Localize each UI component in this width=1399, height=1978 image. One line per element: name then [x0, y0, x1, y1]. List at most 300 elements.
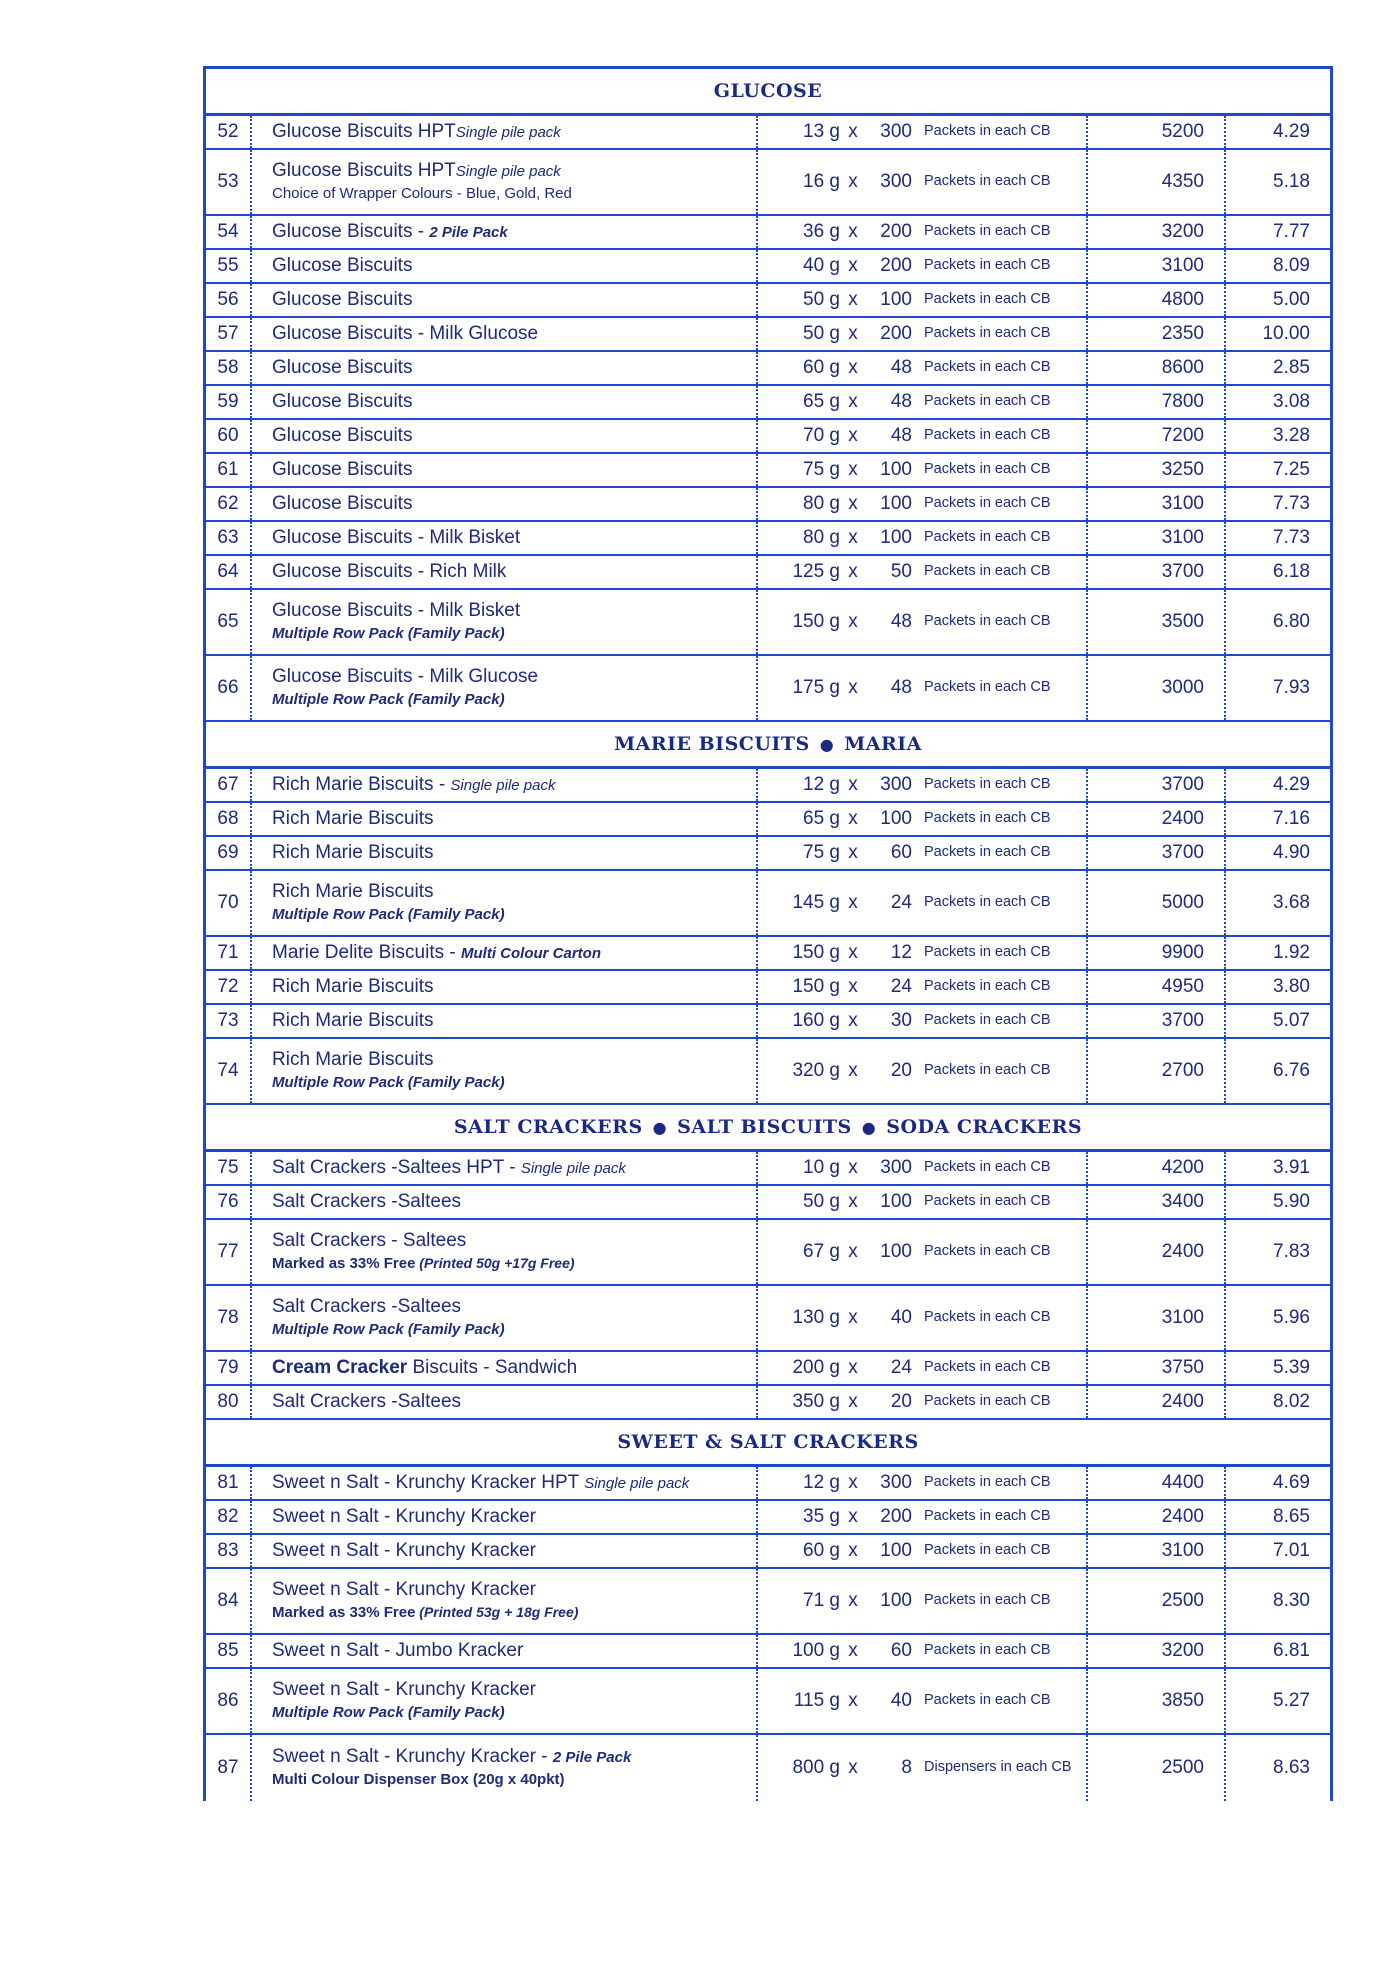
pack-count: 200 [880, 323, 912, 344]
item-price: 3.68 [1273, 892, 1310, 913]
pack-count: 48 [890, 425, 912, 446]
carton-quantity: 2700 [1088, 1039, 1226, 1103]
multiply-sign: x [848, 221, 858, 242]
section-title-part: SWEET & SALT CRACKERS [617, 1431, 919, 1453]
packing-unit: Packets in each CB [924, 250, 1088, 282]
table-row [206, 116, 1330, 150]
item-name-text: Sweet n Salt - Krunchy Kracker HPT [272, 1472, 585, 1494]
item-description [252, 971, 758, 1003]
packing-unit: Packets in each CB [924, 454, 1088, 486]
weight-grams: 50 g [803, 323, 840, 344]
packing-unit: Packets in each CB [924, 1669, 1088, 1733]
carton-quantity: 3100 [1088, 1535, 1226, 1567]
section-title-part: SALT BISCUITS [677, 1116, 852, 1138]
item-price: 5.18 [1273, 171, 1310, 192]
price-list-table [203, 66, 1333, 1801]
item-weight [758, 318, 924, 350]
item-weight [758, 1220, 924, 1284]
item-price: 8.09 [1273, 255, 1310, 276]
carton-quantity: 3750 [1088, 1352, 1226, 1384]
table-row [206, 937, 1330, 971]
item-price: 7.16 [1273, 808, 1310, 829]
item-description [252, 769, 758, 801]
item-description [252, 937, 758, 969]
multiply-sign: x [848, 774, 858, 795]
item-name [272, 1472, 689, 1494]
multiply-sign: x [848, 459, 858, 480]
item-price: 3.80 [1273, 976, 1310, 997]
item-number: 80 [206, 1386, 252, 1418]
pack-count: 300 [880, 1157, 912, 1178]
item-name [272, 1191, 461, 1213]
bullet-separator: ● [861, 1117, 877, 1137]
item-name-bold: Cream Cracker [272, 1357, 408, 1379]
item-name-text: Salt Crackers -Saltees [272, 1191, 462, 1213]
multiply-sign: x [848, 493, 858, 514]
item-weight [758, 556, 924, 588]
item-name [272, 289, 412, 311]
item-number: 84 [206, 1569, 252, 1633]
item-pack-note: Single pile pack [455, 124, 561, 142]
item-number: 65 [206, 590, 252, 654]
packing-unit: Packets in each CB [924, 1186, 1088, 1218]
item-name [272, 666, 538, 688]
multiply-sign: x [848, 611, 858, 632]
pack-count: 300 [880, 171, 912, 192]
item-number: 59 [206, 386, 252, 418]
table-row [206, 1501, 1330, 1535]
carton-quantity: 3700 [1088, 556, 1226, 588]
item-number: 82 [206, 1501, 252, 1533]
item-description [252, 1467, 758, 1499]
pack-count: 200 [880, 1506, 912, 1527]
item-weight [758, 1501, 924, 1533]
carton-quantity: 2400 [1088, 1220, 1226, 1284]
pack-count: 100 [880, 1241, 912, 1262]
multiply-sign: x [848, 1060, 858, 1081]
multiply-sign: x [848, 842, 858, 863]
packing-unit: Packets in each CB [924, 590, 1088, 654]
item-weight [758, 803, 924, 835]
item-name-text: Glucose Biscuits - Milk Bisket [272, 527, 521, 549]
pack-count: 48 [890, 391, 912, 412]
item-promo [272, 1603, 578, 1623]
weight-grams: 16 g [803, 171, 840, 192]
item-number: 77 [206, 1220, 252, 1284]
multiply-sign: x [848, 942, 858, 963]
item-weight [758, 1039, 924, 1103]
item-number: 72 [206, 971, 252, 1003]
item-weight [758, 1635, 924, 1667]
pack-count: 100 [880, 1540, 912, 1561]
pack-count: 60 [890, 1640, 912, 1661]
item-name [272, 561, 506, 583]
item-number: 76 [206, 1186, 252, 1218]
multiply-sign: x [848, 121, 858, 142]
pack-count: 100 [880, 527, 912, 548]
pack-count: 60 [890, 842, 912, 863]
weight-grams: 320 g [792, 1060, 840, 1081]
item-description [252, 1220, 758, 1284]
carton-quantity: 4400 [1088, 1467, 1226, 1499]
pack-count: 100 [880, 289, 912, 310]
pack-count: 20 [890, 1060, 912, 1081]
item-name [272, 1746, 631, 1768]
item-number: 74 [206, 1039, 252, 1103]
pack-count: 200 [880, 255, 912, 276]
item-price: 5.39 [1273, 1357, 1310, 1378]
item-name-text: Biscuits - Sandwich [407, 1357, 578, 1379]
section-header [206, 69, 1330, 116]
item-name-text: Glucose Biscuits - [272, 221, 430, 243]
item-name-text: Rich Marie Biscuits [272, 808, 434, 830]
packing-unit: Packets in each CB [924, 284, 1088, 316]
item-name [272, 976, 434, 998]
carton-quantity: 3000 [1088, 656, 1226, 720]
carton-quantity: 3200 [1088, 216, 1226, 248]
item-number: 73 [206, 1005, 252, 1037]
section-title-part: GLUCOSE [713, 80, 823, 102]
item-pack-note-bold: Multi Colour Carton [461, 945, 601, 963]
item-description [252, 803, 758, 835]
carton-quantity: 2400 [1088, 1501, 1226, 1533]
weight-grams: 160 g [792, 1010, 840, 1031]
bullet-separator: ● [652, 1117, 668, 1137]
item-weight [758, 488, 924, 520]
item-name-text: Marie Delite Biscuits - [272, 942, 461, 964]
item-price: 10.00 [1262, 323, 1310, 344]
item-name-text: Glucose Biscuits [272, 493, 413, 515]
multiply-sign: x [848, 677, 858, 698]
item-price: 1.92 [1273, 942, 1310, 963]
carton-quantity: 3100 [1088, 488, 1226, 520]
pack-count: 40 [890, 1307, 912, 1328]
weight-grams: 65 g [803, 391, 840, 412]
pack-count: 30 [890, 1010, 912, 1031]
item-name [272, 1579, 536, 1601]
item-name-text: Rich Marie Biscuits [272, 976, 434, 998]
item-number: 56 [206, 284, 252, 316]
item-promo [272, 1254, 575, 1274]
item-price: 4.69 [1273, 1472, 1310, 1493]
item-name [272, 121, 561, 143]
multiply-sign: x [848, 391, 858, 412]
multiply-sign: x [848, 527, 858, 548]
multiply-sign: x [848, 171, 858, 192]
item-weight [758, 1669, 924, 1733]
weight-grams: 50 g [803, 289, 840, 310]
item-price: 5.00 [1273, 289, 1310, 310]
item-description [252, 1635, 758, 1667]
item-subtitle: Multiple Row Pack (Family Pack) [272, 625, 505, 643]
item-description [252, 556, 758, 588]
item-name [272, 459, 412, 481]
item-price: 5.27 [1273, 1690, 1310, 1711]
carton-quantity: 9900 [1088, 937, 1226, 969]
item-weight [758, 1386, 924, 1418]
multiply-sign: x [848, 1391, 858, 1412]
item-description [252, 656, 758, 720]
item-name [272, 1049, 434, 1071]
item-number: 87 [206, 1735, 252, 1801]
item-weight [758, 937, 924, 969]
item-weight [758, 1535, 924, 1567]
item-description [252, 284, 758, 316]
item-number: 57 [206, 318, 252, 350]
carton-quantity: 3100 [1088, 1286, 1226, 1350]
pack-count: 40 [890, 1690, 912, 1711]
item-price: 6.76 [1273, 1060, 1310, 1081]
item-promo-detail: (Printed 50g +17g Free) [415, 1255, 575, 1272]
carton-quantity: 3250 [1088, 454, 1226, 486]
item-price: 8.63 [1273, 1757, 1310, 1778]
pack-count: 100 [880, 808, 912, 829]
pack-count: 12 [890, 942, 912, 963]
table-row [206, 284, 1330, 318]
packing-unit: Packets in each CB [924, 1286, 1088, 1350]
item-name [272, 942, 601, 964]
item-weight [758, 116, 924, 148]
carton-quantity: 7200 [1088, 420, 1226, 452]
item-pack-note-bold: 2 Pile Pack [552, 1749, 632, 1767]
item-number: 68 [206, 803, 252, 835]
packing-unit: Packets in each CB [924, 1569, 1088, 1633]
item-name [272, 1640, 523, 1662]
packing-unit: Packets in each CB [924, 803, 1088, 835]
carton-quantity: 3500 [1088, 590, 1226, 654]
multiply-sign: x [848, 808, 858, 829]
packing-unit: Packets in each CB [924, 937, 1088, 969]
item-name [272, 1391, 461, 1413]
item-description [252, 1152, 758, 1184]
item-name [272, 493, 412, 515]
weight-grams: 350 g [792, 1391, 840, 1412]
pack-count: 100 [880, 1191, 912, 1212]
item-number: 78 [206, 1286, 252, 1350]
pack-count: 8 [901, 1757, 912, 1778]
item-name [272, 160, 561, 182]
carton-quantity: 3100 [1088, 250, 1226, 282]
multiply-sign: x [848, 892, 858, 913]
carton-quantity: 2500 [1088, 1569, 1226, 1633]
item-number: 85 [206, 1635, 252, 1667]
item-weight [758, 590, 924, 654]
item-weight [758, 150, 924, 214]
table-row [206, 454, 1330, 488]
item-description [252, 1286, 758, 1350]
section-title-part: MARIE BISCUITS [614, 733, 810, 755]
table-row [206, 488, 1330, 522]
item-weight [758, 284, 924, 316]
weight-grams: 36 g [803, 221, 840, 242]
table-row [206, 769, 1330, 803]
packing-unit: Packets in each CB [924, 871, 1088, 935]
packing-unit: Packets in each CB [924, 352, 1088, 384]
item-name-text: Glucose Biscuits HPT [272, 121, 456, 143]
item-weight [758, 1467, 924, 1499]
item-pack-note: Single pile pack [584, 1475, 690, 1493]
item-name-text: Sweet n Salt - Krunchy Kracker [272, 1506, 536, 1528]
item-weight [758, 454, 924, 486]
table-row [206, 1352, 1330, 1386]
item-name [272, 1679, 536, 1701]
item-price: 6.81 [1273, 1640, 1310, 1661]
item-description [252, 1735, 758, 1801]
carton-quantity: 3100 [1088, 522, 1226, 554]
item-name [272, 527, 520, 549]
item-name [272, 600, 520, 622]
item-name [272, 323, 538, 345]
item-weight [758, 1569, 924, 1633]
item-pack-note: Single pile pack [520, 1160, 626, 1178]
item-name [272, 255, 412, 277]
item-price: 4.29 [1273, 121, 1310, 142]
item-name-text: Rich Marie Biscuits - [272, 774, 451, 796]
carton-quantity: 3700 [1088, 769, 1226, 801]
item-name-text: Rich Marie Biscuits [272, 842, 434, 864]
carton-quantity: 3700 [1088, 837, 1226, 869]
item-price: 7.77 [1273, 221, 1310, 242]
packing-unit: Packets in each CB [924, 216, 1088, 248]
weight-grams: 80 g [803, 493, 840, 514]
item-price: 5.96 [1273, 1307, 1310, 1328]
pack-count: 48 [890, 357, 912, 378]
table-row [206, 1005, 1330, 1039]
multiply-sign: x [848, 255, 858, 276]
item-weight [758, 1286, 924, 1350]
packing-unit: Packets in each CB [924, 522, 1088, 554]
table-row [206, 1286, 1330, 1352]
pack-count: 24 [890, 892, 912, 913]
item-name-text: Salt Crackers -Saltees [272, 1296, 462, 1318]
item-number: 79 [206, 1352, 252, 1384]
table-row [206, 216, 1330, 250]
item-description [252, 420, 758, 452]
item-promo-detail: (Printed 53g + 18g Free) [415, 1604, 579, 1621]
item-price: 3.28 [1273, 425, 1310, 446]
weight-grams: 125 g [792, 561, 840, 582]
carton-quantity: 3700 [1088, 1005, 1226, 1037]
item-weight [758, 1352, 924, 1384]
table-row [206, 1735, 1330, 1801]
item-description [252, 488, 758, 520]
item-price: 5.90 [1273, 1191, 1310, 1212]
section-title-part: SALT CRACKERS [453, 1116, 643, 1138]
pack-count: 300 [880, 121, 912, 142]
item-number: 71 [206, 937, 252, 969]
item-price: 8.30 [1273, 1590, 1310, 1611]
item-weight [758, 1735, 924, 1801]
weight-grams: 80 g [803, 527, 840, 548]
item-name [272, 881, 434, 903]
table-row [206, 1467, 1330, 1501]
item-name [272, 774, 556, 796]
item-description [252, 454, 758, 486]
multiply-sign: x [848, 1506, 858, 1527]
item-description [252, 352, 758, 384]
weight-grams: 12 g [803, 774, 840, 795]
weight-grams: 100 g [792, 1640, 840, 1661]
item-subtitle: Multiple Row Pack (Family Pack) [272, 691, 505, 709]
pack-count: 48 [890, 611, 912, 632]
weight-grams: 115 g [793, 1690, 840, 1711]
item-description [252, 216, 758, 248]
multiply-sign: x [848, 1191, 858, 1212]
pack-count: 300 [880, 774, 912, 795]
item-number: 83 [206, 1535, 252, 1567]
item-number: 70 [206, 871, 252, 935]
packing-unit: Packets in each CB [924, 656, 1088, 720]
section-header [206, 722, 1330, 769]
carton-quantity: 5000 [1088, 871, 1226, 935]
item-name [272, 1296, 461, 1318]
item-promo-bold: Multi Colour Dispenser Box (20g x 40pkt) [272, 1771, 565, 1789]
packing-unit: Packets in each CB [924, 150, 1088, 214]
multiply-sign: x [848, 1540, 858, 1561]
item-name-text: Glucose Biscuits - Milk Glucose [272, 666, 539, 688]
item-subtitle: Multiple Row Pack (Family Pack) [272, 1321, 505, 1339]
item-promo [272, 1770, 565, 1790]
item-name [272, 1540, 536, 1562]
pack-count: 24 [890, 1357, 912, 1378]
item-name [272, 1010, 434, 1032]
item-number: 61 [206, 454, 252, 486]
table-row [206, 1669, 1330, 1735]
item-pack-note: Single pile pack [455, 163, 561, 181]
item-number: 67 [206, 769, 252, 801]
item-price: 6.18 [1273, 561, 1310, 582]
packing-unit: Packets in each CB [924, 837, 1088, 869]
item-name-text: Salt Crackers - Saltees [272, 1230, 467, 1252]
item-name [272, 808, 434, 830]
item-description [252, 386, 758, 418]
item-name-text: Glucose Biscuits [272, 425, 413, 447]
table-row [206, 1535, 1330, 1569]
carton-quantity: 4350 [1088, 150, 1226, 214]
carton-quantity: 2400 [1088, 803, 1226, 835]
item-name-text: Rich Marie Biscuits [272, 1049, 434, 1071]
item-number: 58 [206, 352, 252, 384]
item-name-text: Glucose Biscuits - Rich Milk [272, 561, 507, 583]
table-row [206, 420, 1330, 454]
item-name-text: Glucose Biscuits [272, 459, 413, 481]
item-description [252, 1501, 758, 1533]
item-description [252, 1005, 758, 1037]
table-row [206, 318, 1330, 352]
item-description [252, 1569, 758, 1633]
pack-count: 100 [880, 459, 912, 480]
weight-grams: 150 g [792, 976, 840, 997]
item-name [272, 1157, 626, 1179]
item-description [252, 150, 758, 214]
table-row [206, 1039, 1330, 1105]
item-name [272, 221, 508, 243]
multiply-sign: x [848, 1590, 858, 1611]
item-price: 3.08 [1273, 391, 1310, 412]
weight-grams: 75 g [803, 842, 840, 863]
table-row [206, 837, 1330, 871]
weight-grams: 800 g [792, 1757, 840, 1778]
item-price: 7.25 [1273, 459, 1310, 480]
packing-unit: Packets in each CB [924, 488, 1088, 520]
item-price: 7.83 [1273, 1241, 1310, 1262]
item-price: 6.80 [1273, 611, 1310, 632]
multiply-sign: x [848, 323, 858, 344]
carton-quantity: 5200 [1088, 116, 1226, 148]
weight-grams: 175 g [792, 677, 840, 698]
item-description [252, 1186, 758, 1218]
item-name-text: Sweet n Salt - Krunchy Kracker - [272, 1746, 553, 1768]
